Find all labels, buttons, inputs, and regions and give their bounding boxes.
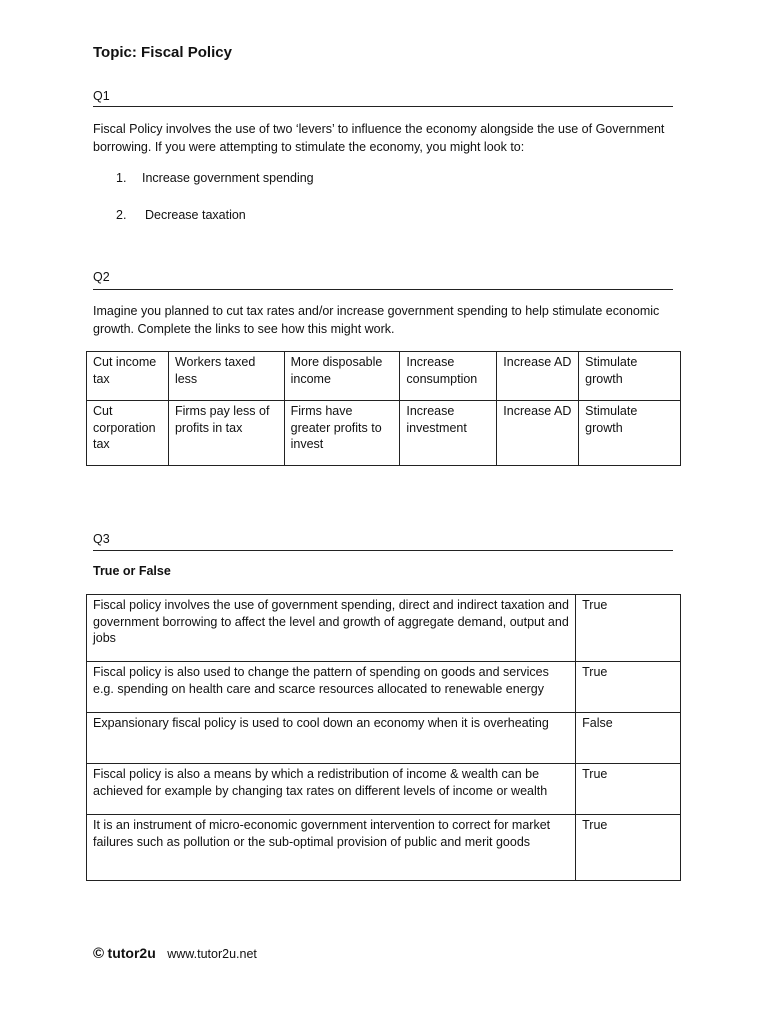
table-cell: Cut corporation tax: [87, 401, 169, 466]
copyright-icon: ©: [93, 945, 105, 962]
brand-name: tutor2u: [107, 945, 156, 961]
statement-cell: Expansionary fiscal policy is used to cool down an economy when it is overheating: [87, 713, 576, 764]
list-text: Decrease taxation: [145, 208, 246, 222]
q3-divider: [93, 550, 673, 551]
answer-cell: True: [576, 815, 681, 881]
links-table: [86, 351, 681, 466]
answer-cell: True: [576, 764, 681, 815]
table-cell: Firms pay less of profits in tax: [168, 401, 284, 466]
table-cell: More disposable income: [284, 352, 400, 401]
table-row: [87, 713, 681, 764]
footer: [93, 945, 257, 962]
table-cell: Increase investment: [400, 401, 497, 466]
q1-paragraph: Fiscal Policy involves the use of two ‘levers’ to influence the economy alongside the use of Government borrowing. If you were attempting to stimulate the economy, you might look to:: [93, 122, 665, 154]
q2-label: Q2: [93, 270, 110, 284]
statement-cell: It is an instrument of micro-economic government intervention to correct for market failures such as pollution or the sub-optimal provision of public and merit goods: [87, 815, 576, 881]
table-row: [87, 595, 681, 662]
statement-cell: Fiscal policy involves the use of government spending, direct and indirect taxation and government borrowing to affect the level and growth of aggregate demand, output and jobs: [87, 595, 576, 662]
table-row: [87, 662, 681, 713]
list-number: 1.: [116, 171, 127, 185]
list-number: 2.: [116, 208, 127, 222]
footer-url[interactable]: www.tutor2u.net: [167, 947, 257, 961]
table-cell: Stimulate growth: [579, 352, 681, 401]
q1-divider: [93, 106, 673, 107]
true-false-table: [86, 594, 681, 881]
table-cell: Increase AD: [497, 401, 579, 466]
q1-label: Q1: [93, 89, 110, 103]
true-false-heading: True or False: [93, 564, 171, 578]
q1-list-item: [116, 208, 246, 222]
answer-cell: True: [576, 662, 681, 713]
q2-divider: [93, 289, 673, 290]
table-cell: Firms have greater profits to invest: [284, 401, 400, 466]
table-row: [87, 352, 681, 401]
statement-cell: Fiscal policy is also a means by which a redistribution of income & wealth can be achieved for example by changing tax rates on different levels of income or wealth: [87, 764, 576, 815]
table-row: [87, 815, 681, 881]
answer-cell: True: [576, 595, 681, 662]
q1-list-item: [116, 171, 314, 185]
table-row: [87, 764, 681, 815]
q2-paragraph: Imagine you planned to cut tax rates and/or increase government spending to help stimulate economic growth. Complete the links to see how this might work.: [93, 304, 660, 336]
q3-label: Q3: [93, 532, 110, 546]
page-title: Topic: Fiscal Policy: [93, 44, 232, 61]
table-cell: Stimulate growth: [579, 401, 681, 466]
list-text: Increase government spending: [142, 171, 314, 185]
table-row: [87, 401, 681, 466]
table-cell: Increase consumption: [400, 352, 497, 401]
statement-cell: Fiscal policy is also used to change the pattern of spending on goods and services e.g. spending on health care and scarce resources allocated to renewable energy: [87, 662, 576, 713]
table-cell: Cut income tax: [87, 352, 169, 401]
answer-cell: False: [576, 713, 681, 764]
table-cell: Workers taxed less: [168, 352, 284, 401]
table-cell: Increase AD: [497, 352, 579, 401]
